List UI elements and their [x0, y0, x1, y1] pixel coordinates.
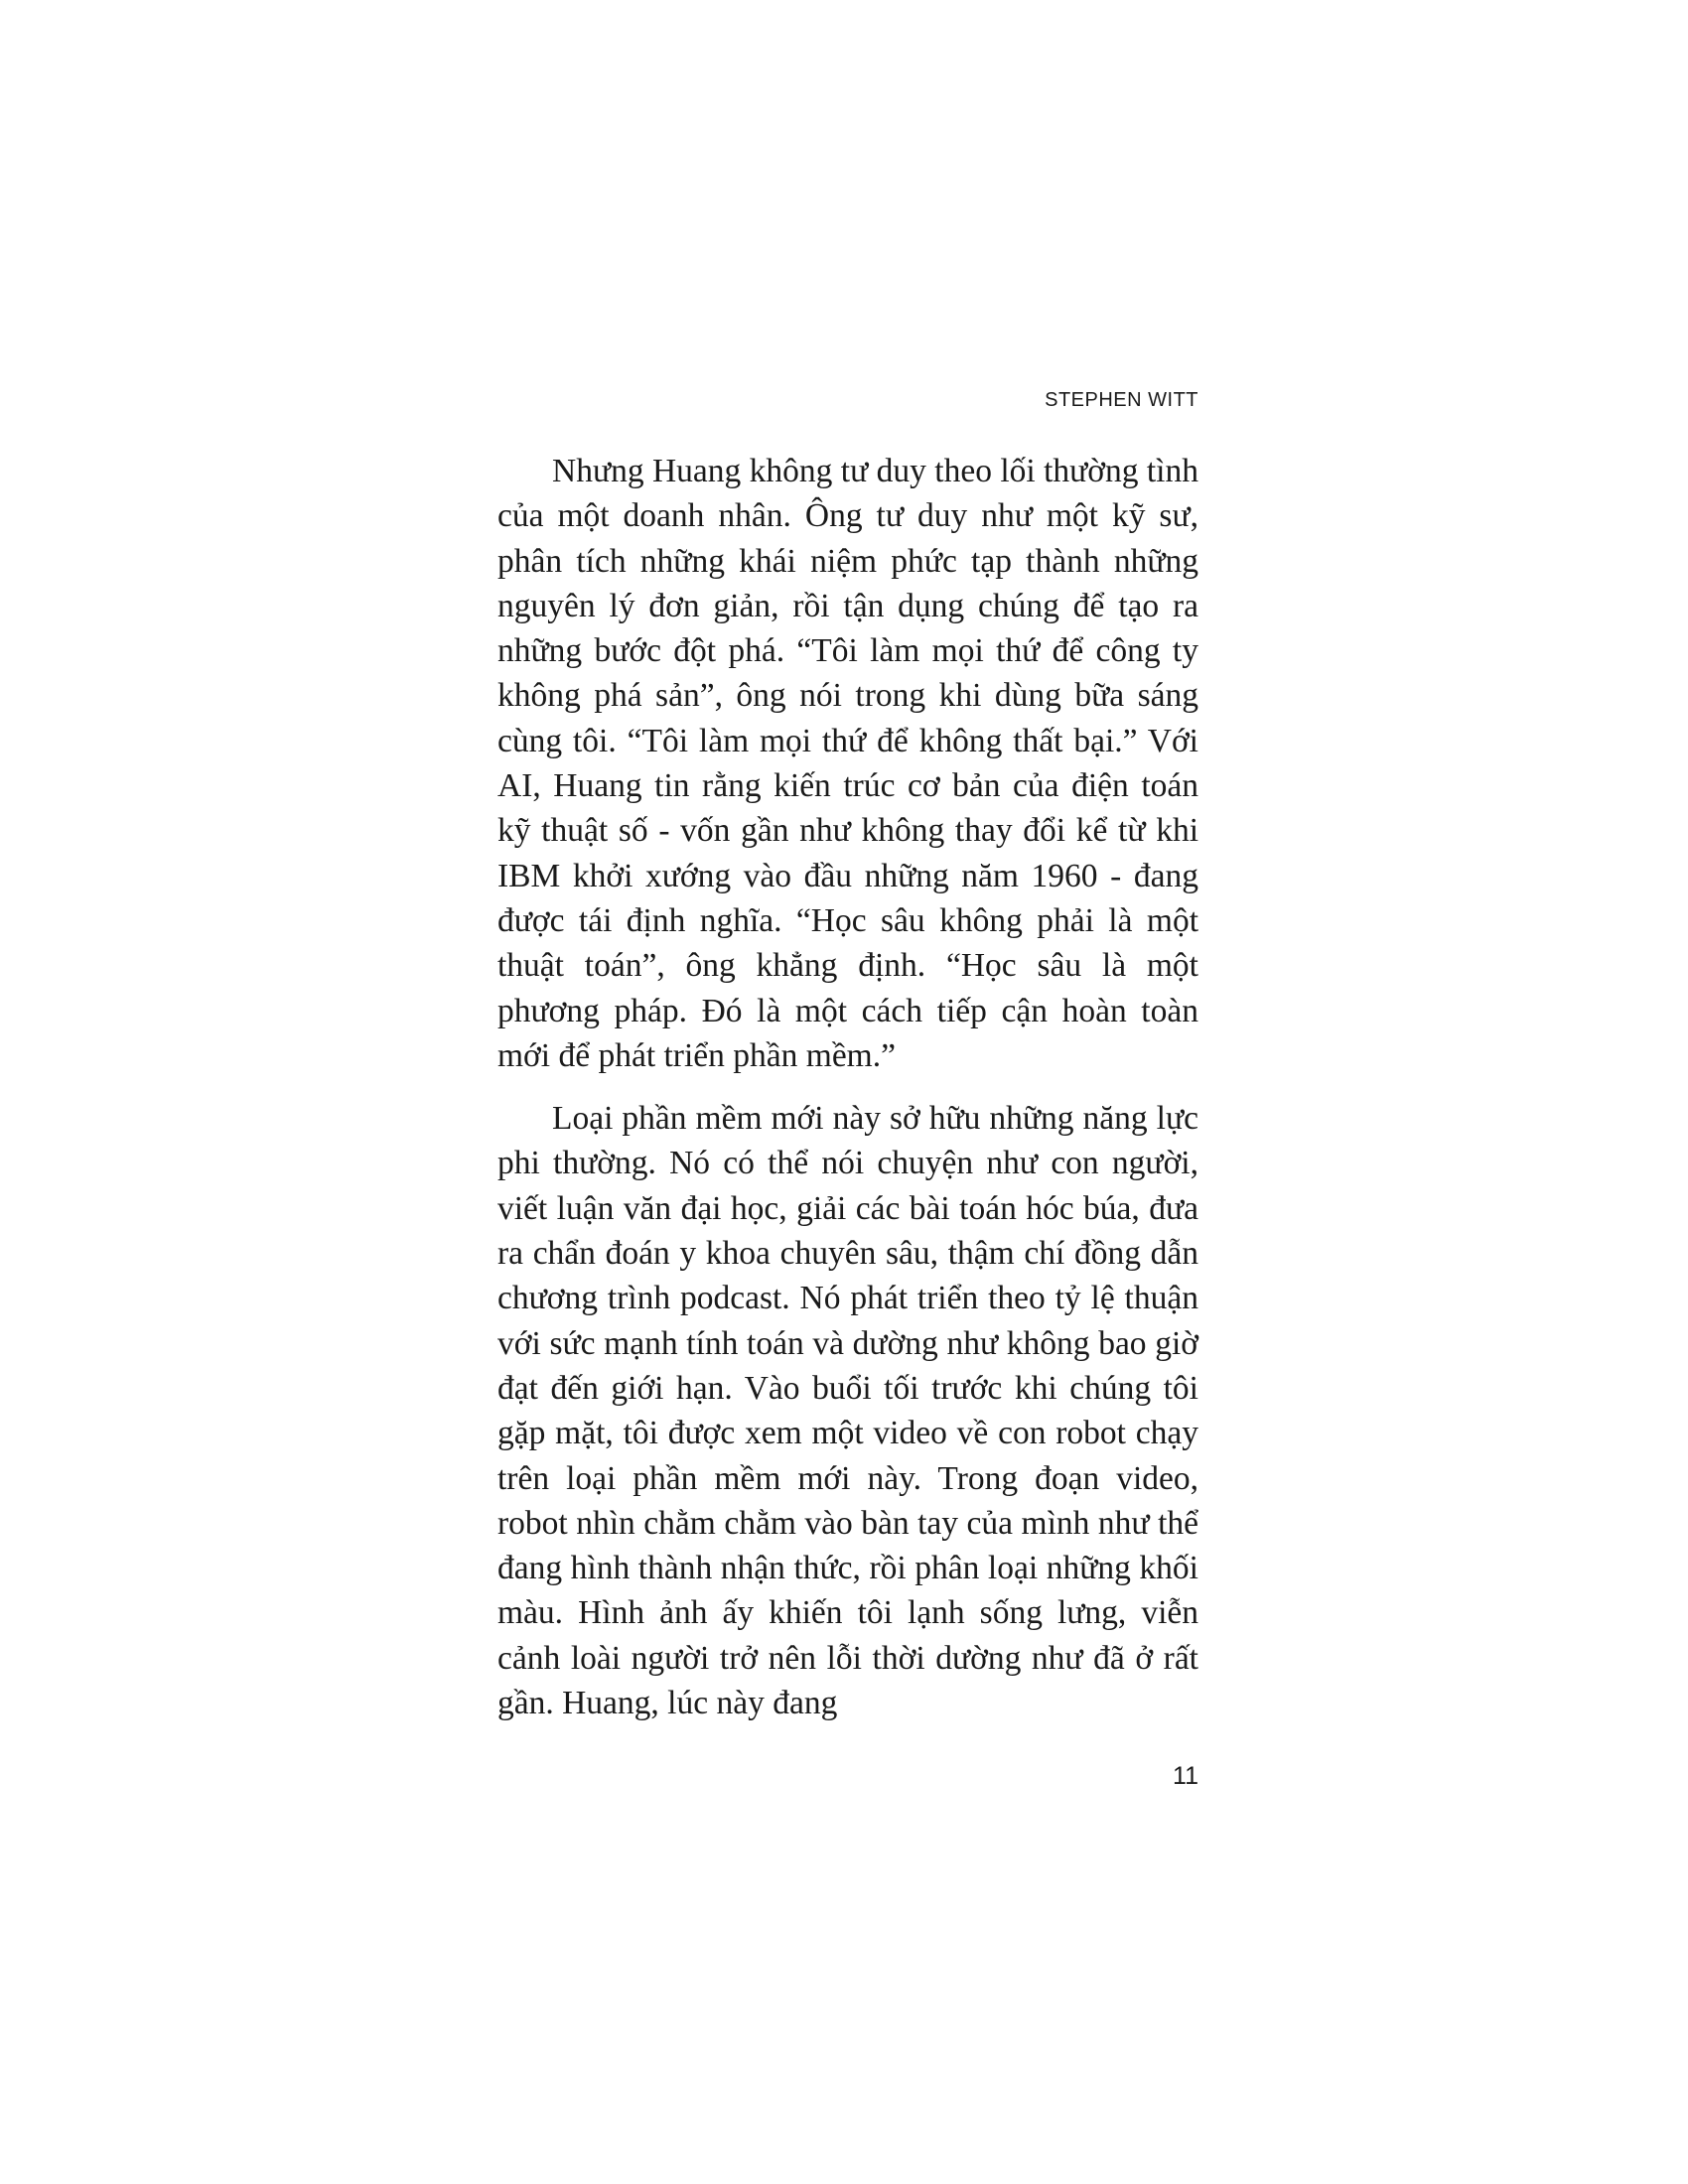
- page-body: [497, 449, 1198, 1743]
- running-header-author: STEPHEN WITT: [1045, 389, 1198, 411]
- body-paragraph: Nhưng Huang không tư duy theo lối thường tình của một doanh nhân. Ông tư duy như một kỹ sư, phân tích những khái niệm phức tạp thành những nguyên lý đơn giản, rồi tận dụng chúng để tạo ra những bước đột phá. “Tôi làm mọi thứ để công ty không phá sản”, ông nói trong khi dùng bữa sáng cùng tôi. “Tôi làm mọi thứ để không thất bại.” Với AI, Huang tin rằng kiến trúc cơ bản của điện toán kỹ thuật số - vốn gần như không thay đổi kể từ khi IBM khởi xướng vào đầu những năm 1960 - đang được tái định nghĩa. “Học sâu không phải là một thuật toán”, ông khẳng định. “Học sâu là một phương pháp. Đó là một cách tiếp cận hoàn toàn mới để phát triển phần mềm.”: [497, 453, 1198, 1074]
- body-paragraph: Loại phần mềm mới này sở hữu những năng lực phi thường. Nó có thể nói chuyện như con người, viết luận văn đại học, giải các bài toán hóc búa, đưa ra chẩn đoán y khoa chuyên sâu, thậm chí đồng dẫn chương trình podcast. Nó phát triển theo tỷ lệ thuận với sức mạnh tính toán và dường như không bao giờ đạt đến giới hạn. Vào buổi tối trước khi chúng tôi gặp mặt, tôi được xem một video về con robot chạy trên loại phần mềm mới này. Trong đoạn video, robot nhìn chằm chằm vào bàn tay của mình như thể đang hình thành nhận thức, rồi phân loại những khối màu. Hình ảnh ấy khiến tôi lạnh sống lưng, viễn cảnh loài người trở nên lỗi thời dường như đã ở rất gần. Huang, lúc này đang: [497, 1100, 1198, 1722]
- page-number: 11: [1173, 1762, 1198, 1790]
